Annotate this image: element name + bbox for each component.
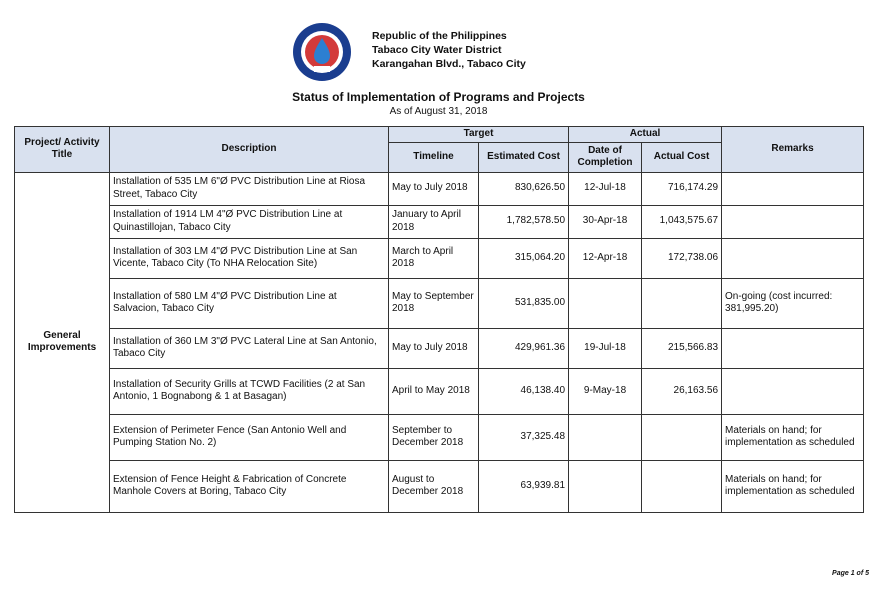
row-timeline: August to December 2018 [389, 460, 479, 512]
row-actual-cost: 172,738.06 [642, 238, 722, 278]
row-remarks [722, 172, 864, 205]
row-description: Installation of 303 LM 4"Ø PVC Distribution Line at San Vicente, Tabaco City (To NHA Relocation Site) [110, 238, 389, 278]
row-remarks [722, 205, 864, 238]
row-description: Installation of 535 LM 6"Ø PVC Distribution Line at Riosa Street, Tabaco City [110, 172, 389, 205]
row-timeline: May to September 2018 [389, 278, 479, 328]
row-description: Installation of 1914 LM 4"Ø PVC Distribution Line at Quinastillojan, Tabaco City [110, 205, 389, 238]
row-estimated-cost: 531,835.00 [479, 278, 569, 328]
document-title: Status of Implementation of Programs and Projects [292, 90, 585, 104]
row-date-completion: 30-Apr-18 [569, 205, 642, 238]
agency-header [372, 29, 526, 71]
row-description: Installation of Security Grills at TCWD Facilities (2 at San Antonio, 1 Bognabong & 1 at Basagan) [110, 368, 389, 414]
row-remarks: Materials on hand; for implementation as scheduled [722, 414, 864, 460]
row-remarks [722, 328, 864, 368]
row-remarks: On-going (cost incurred: 381,995.20) [722, 278, 864, 328]
header-date-completion: Date of Completion [569, 142, 642, 172]
row-actual-cost [642, 278, 722, 328]
row-estimated-cost: 315,064.20 [479, 238, 569, 278]
row-date-completion: 9-May-18 [569, 368, 642, 414]
row-timeline: May to July 2018 [389, 328, 479, 368]
row-estimated-cost: 63,939.81 [479, 460, 569, 512]
row-estimated-cost: 830,626.50 [479, 172, 569, 205]
row-date-completion [569, 460, 642, 512]
row-remarks [722, 368, 864, 414]
row-actual-cost: 215,566.83 [642, 328, 722, 368]
water-district-seal-logo [292, 22, 352, 82]
row-description: Extension of Fence Height & Fabrication of Concrete Manhole Covers at Boring, Tabaco City [110, 460, 389, 512]
row-actual-cost [642, 414, 722, 460]
row-remarks: Materials on hand; for implementation as scheduled [722, 460, 864, 512]
document-subtitle: As of August 31, 2018 [389, 106, 488, 117]
row-description: Installation of 360 LM 3"Ø PVC Lateral Line at San Antonio, Tabaco City [110, 328, 389, 368]
header-target: Target [389, 127, 569, 143]
agency-address: Karangahan Blvd., Tabaco City [372, 58, 526, 70]
row-estimated-cost: 1,782,578.50 [479, 205, 569, 238]
row-timeline: September to December 2018 [389, 414, 479, 460]
header-timeline: Timeline [389, 142, 479, 172]
header-actual-cost: Actual Cost [642, 142, 722, 172]
row-actual-cost: 26,163.56 [642, 368, 722, 414]
header-actual: Actual [569, 127, 722, 143]
header-estimated-cost: Estimated Cost [479, 142, 569, 172]
row-date-completion [569, 414, 642, 460]
row-date-completion [569, 278, 642, 328]
row-actual-cost: 1,043,575.67 [642, 205, 722, 238]
row-estimated-cost: 37,325.48 [479, 414, 569, 460]
row-timeline: May to July 2018 [389, 172, 479, 205]
row-actual-cost [642, 460, 722, 512]
row-actual-cost: 716,174.29 [642, 172, 722, 205]
row-timeline: January to April 2018 [389, 205, 479, 238]
row-timeline: March to April 2018 [389, 238, 479, 278]
agency-name: Tabaco City Water District [372, 44, 502, 56]
row-remarks [722, 238, 864, 278]
header-remarks: Remarks [722, 127, 864, 173]
row-estimated-cost: 46,138.40 [479, 368, 569, 414]
project-title-cell: General Improvements [15, 172, 110, 512]
row-date-completion: 12-Jul-18 [569, 172, 642, 205]
row-timeline: April to May 2018 [389, 368, 479, 414]
row-description: Extension of Perimeter Fence (San Antonio Well and Pumping Station No. 2) [110, 414, 389, 460]
row-date-completion: 19-Jul-18 [569, 328, 642, 368]
row-description: Installation of 580 LM 4"Ø PVC Distribution Line at Salvacion, Tabaco City [110, 278, 389, 328]
row-estimated-cost: 429,961.36 [479, 328, 569, 368]
republic-line: Republic of the Philippines [372, 30, 507, 42]
row-date-completion: 12-Apr-18 [569, 238, 642, 278]
page-number: Page 1 of 5 [832, 570, 869, 577]
projects-table [14, 126, 864, 513]
header-project-title: Project/ Activity Title [15, 127, 110, 173]
header-description: Description [110, 127, 389, 173]
